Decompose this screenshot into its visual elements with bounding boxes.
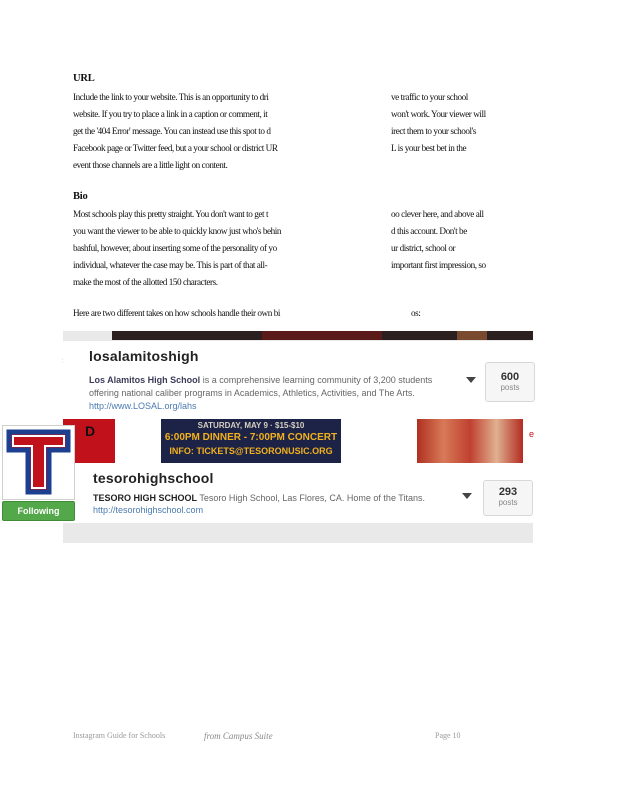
line-text: d this account. Don't be (391, 226, 467, 236)
paragraph-line (73, 240, 493, 257)
banner-line: INFO: TICKETS@TESORONUSIC.ORG (169, 446, 333, 456)
line-text: ve traffic to your school (391, 92, 468, 102)
line-text: Facebook page or Twitter feed, but a your school or district UR (73, 143, 278, 153)
bio-text: Tesoro High School, Las Flores, CA. Home of the Titans. (197, 493, 425, 503)
line-text: get the '404 Error' message. You can instead use this spot to d (73, 126, 271, 136)
posts-count: 600 (500, 371, 520, 383)
line-text: make the most of the allotted 150 characters. (73, 277, 218, 287)
line-text: oo clever here, and above all (391, 209, 484, 219)
paragraph-line (73, 157, 493, 174)
bio-heading: Bio (73, 191, 88, 202)
paragraph-line (73, 257, 493, 274)
following-button[interactable]: Following (2, 501, 75, 521)
line-text: important first impression, so (391, 260, 486, 270)
posts-count: 293 (498, 486, 518, 498)
banner-mark: e (529, 429, 535, 439)
banner-line: SATURDAY, MAY 9 · $15-$10 (197, 421, 305, 430)
posts-count-box (483, 480, 533, 516)
bio-bold: TESORO HIGH SCHOOL (93, 493, 198, 503)
profile-bio-line2: offering national caliber programs in Academics, Athletics, Activities, and The Arts. (89, 388, 415, 398)
cover-banner (63, 419, 533, 463)
titan-t-logo-icon (3, 426, 74, 499)
profile-card-losalamitos (63, 341, 533, 419)
banner-letter: D (85, 423, 96, 439)
paragraph-line (73, 305, 493, 322)
banner-line: 6:00PM DINNER - 7:00PM CONCERT (164, 432, 338, 443)
dropdown-caret-icon[interactable] (462, 493, 472, 499)
paragraph-line (73, 223, 493, 240)
profile-card-tesoro (63, 463, 533, 523)
profile-link[interactable]: http://tesorohighschool.com (93, 505, 204, 515)
posts-label: posts (500, 383, 520, 392)
line-text: Most schools play this pretty straight. You don't want to get t (73, 209, 269, 219)
line-text: Include the link to your website. This is an opportunity to dri (73, 92, 269, 102)
paragraph-line (73, 89, 493, 106)
bio-bold: Los Alamitos High School (89, 375, 201, 385)
instagram-screenshot (0, 331, 533, 543)
tesoro-logo-avatar[interactable] (2, 425, 75, 500)
bio-text: is a comprehensive learning community of 3,200 students (200, 375, 433, 385)
profile-link[interactable]: http://www.LOSAL.org/lahs (89, 401, 197, 411)
line-text: event those channels are a little light on content. (73, 160, 228, 170)
line-text: website. If you try to place a link in a caption or comment, it (73, 109, 268, 119)
footer-page-number: Page 10 (435, 731, 461, 740)
line-text: won't work. Your viewer will (391, 109, 486, 119)
line-text: Here are two different takes on how schools handle their own bi (73, 308, 280, 318)
posts-label: posts (498, 498, 518, 507)
profile-username[interactable]: losalamitoshigh (89, 348, 199, 364)
line-text: ur district, school or (391, 243, 456, 253)
posts-count-box (485, 362, 535, 402)
bio-paragraph (73, 206, 493, 291)
line-text: you want the viewer to be able to quickly know just who's behin (73, 226, 282, 236)
dropdown-caret-icon[interactable] (466, 377, 476, 383)
line-text: os: (411, 308, 421, 318)
concert-banner (161, 419, 341, 463)
paragraph-line (73, 123, 493, 140)
paragraph-line (73, 206, 493, 223)
line-text: bashful, however, about inserting some of the personality of yo (73, 243, 277, 253)
profile-bio (89, 373, 432, 387)
cover-photo-strip (112, 331, 533, 340)
paragraph-line (73, 274, 493, 291)
profile-bio (93, 491, 425, 505)
line-text: irect them to your school's (391, 126, 476, 136)
line-text: L is your best bet in the (391, 143, 467, 153)
paragraph-line (73, 106, 493, 123)
line-text: individual, whatever the case may be. This is part of that all- (73, 260, 268, 270)
footer-middle: from Campus Suite (204, 731, 273, 741)
paragraph-line (73, 140, 493, 157)
profile-username[interactable]: tesorohighschool (93, 470, 214, 486)
url-paragraph (73, 89, 493, 174)
url-heading: URL (73, 73, 95, 84)
bio-intro (73, 305, 493, 322)
footer-left: Instagram Guide for Schools (73, 731, 166, 740)
banner-photo (417, 419, 523, 463)
